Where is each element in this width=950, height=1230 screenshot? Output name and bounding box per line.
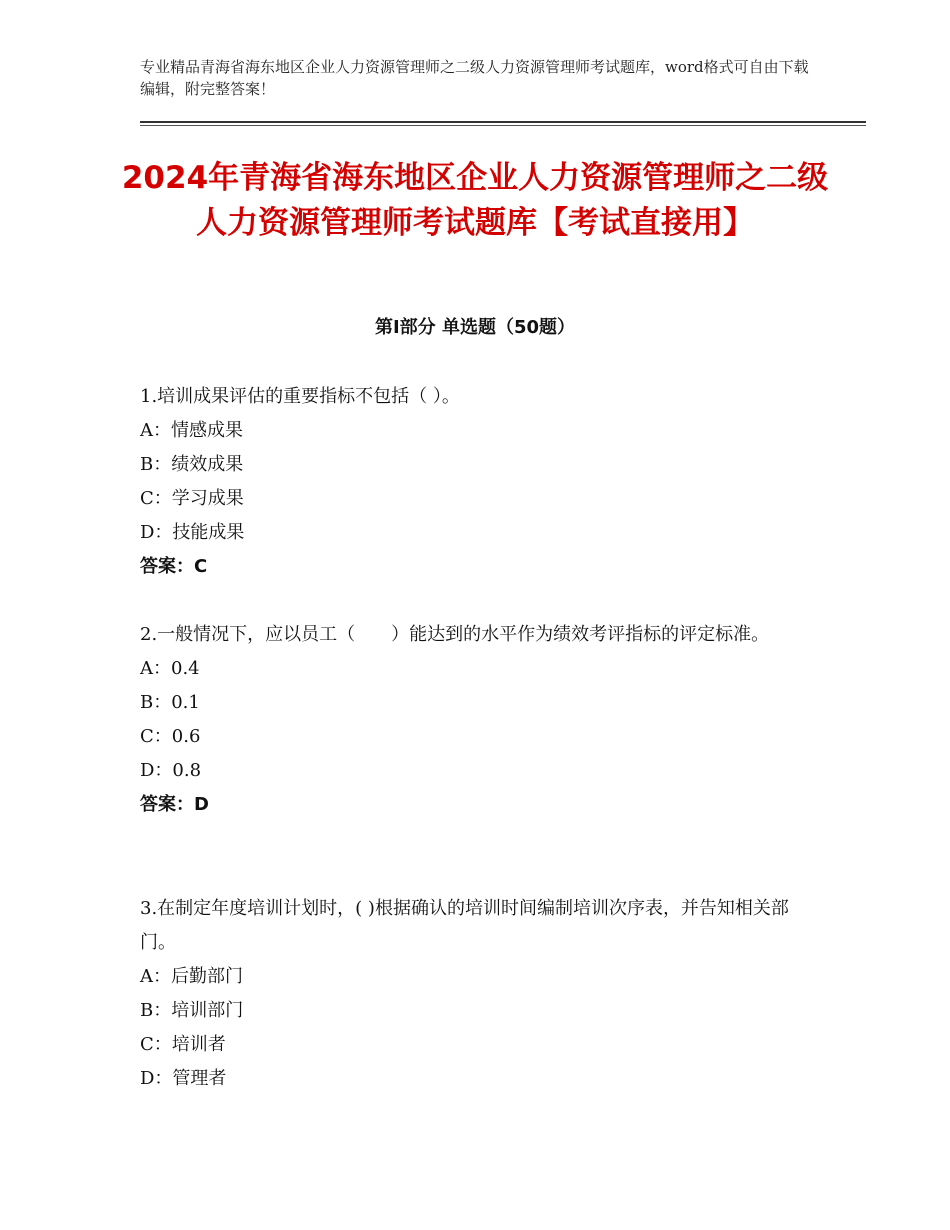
header-note: 专业精品青海省海东地区企业人力资源管理师之二级人力资源管理师考试题库，word格式可自由下载编辑，附完整答案！ xyxy=(140,58,809,98)
option-c: C：0.6 xyxy=(140,726,201,747)
question-text: 3.在制定年度培训计划时，( )根据确认的培训时间编制培训次序表，并告知相关部门。 xyxy=(140,898,789,953)
option-c: C：培训者 xyxy=(140,1034,226,1055)
answer: 答案：C xyxy=(140,556,208,577)
question-text: 2.一般情况下，应以员工（ ）能达到的水平作为绩效考评指标的评定标准。 xyxy=(140,624,770,645)
question-3 xyxy=(140,892,810,1096)
question-2 xyxy=(140,618,810,822)
header-divider-thin xyxy=(140,125,866,126)
answer: 答案：D xyxy=(140,794,209,815)
option-a: A：后勤部门 xyxy=(140,966,243,987)
option-d: D：管理者 xyxy=(140,1068,227,1089)
option-b: B：0.1 xyxy=(140,692,200,713)
header-divider-thick xyxy=(140,121,866,123)
option-b: B：绩效成果 xyxy=(140,454,244,475)
option-c: C：学习成果 xyxy=(140,488,244,509)
option-d: D：技能成果 xyxy=(140,522,245,543)
question-text: 1.培训成果评估的重要指标不包括（ ）。 xyxy=(140,386,460,407)
option-d: D：0.8 xyxy=(140,760,202,781)
question-1 xyxy=(140,380,810,584)
section-heading: 第Ⅰ部分 单选题（50题） xyxy=(374,317,575,338)
option-a: A：0.4 xyxy=(140,658,200,679)
option-b: B：培训部门 xyxy=(140,1000,244,1021)
document-title: 2024年青海省海东地区企业人力资源管理师之二级人力资源管理师考试题库【考试直接用】 xyxy=(121,160,829,241)
option-a: A：情感成果 xyxy=(140,420,243,441)
